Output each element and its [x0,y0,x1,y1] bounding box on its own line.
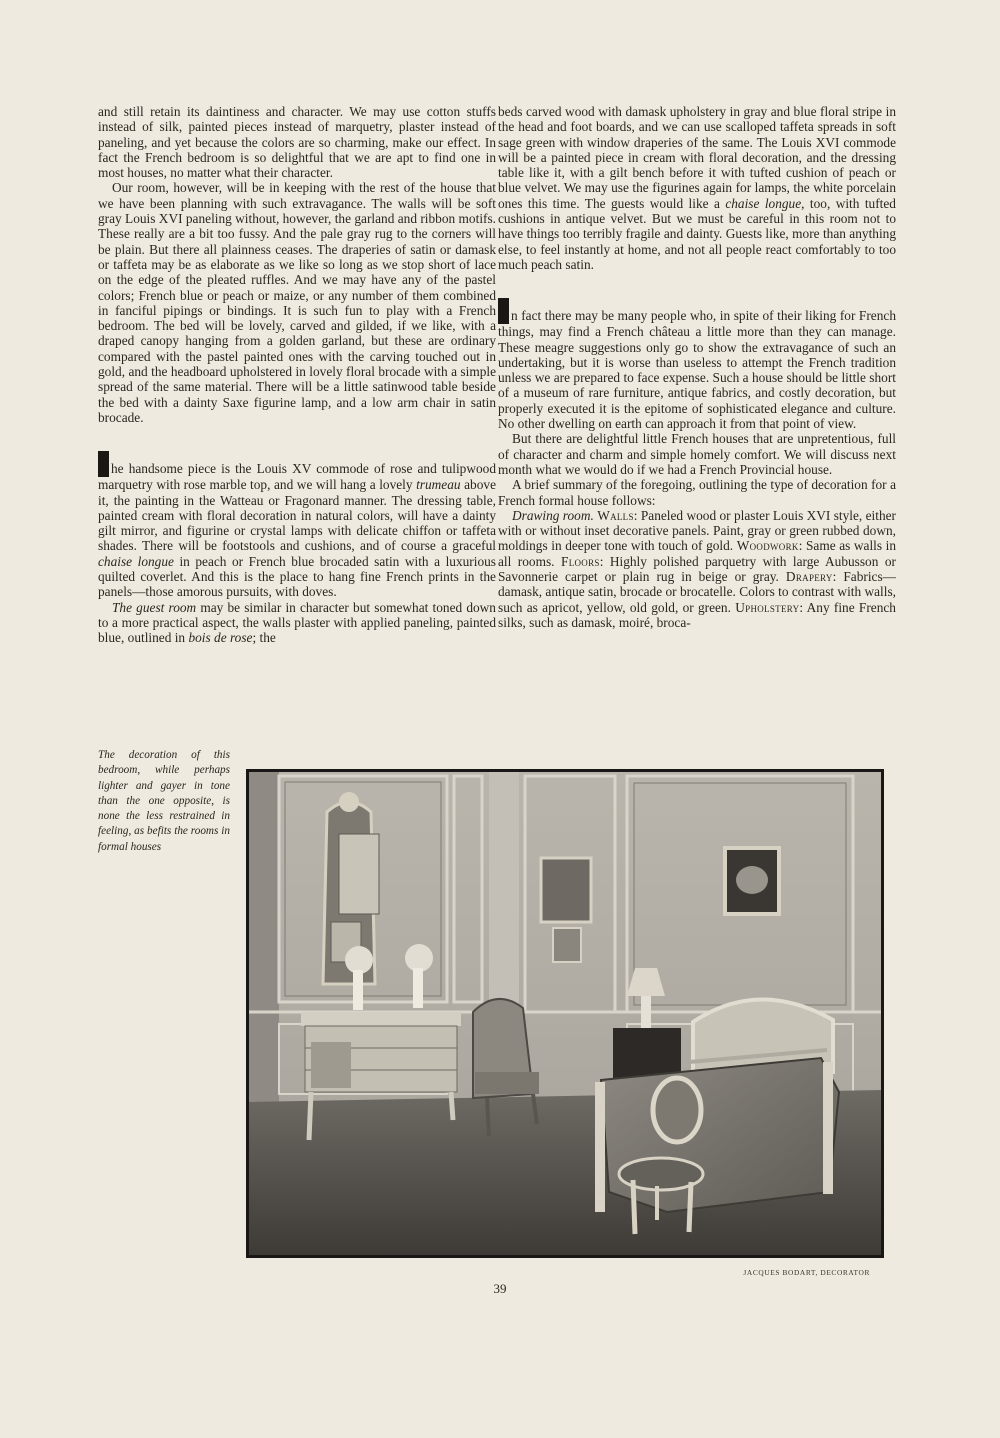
text-run: ; the [252,630,276,646]
paragraph: and still retain its daintiness and character. We may use cotton stuffs instead of silk, painted pieces instead of marquetry, plaster instead of paneling, and yet because the colors are so charming, make our effect. In fact the French bedroom is so delightful that we are apt to find one in most houses, no matter what their character. [98,104,496,181]
bedroom-photograph [246,769,884,1258]
page-number: 39 [493,1281,507,1296]
italic-term: chaise longue [98,553,174,569]
italic-term: bois de rose [188,630,253,646]
small-caps-label: Walls [597,507,634,523]
paragraph: A brief summary of the foregoing, outlining the type of decoration for a French formal house follows: [498,477,896,508]
small-caps-label: Drapery [785,569,833,585]
text-run: : Any fine French silks, such as damask, moiré, broca- [498,599,896,630]
italic-term: The guest room [112,599,197,615]
bedroom-illustration [249,772,881,1255]
small-caps-label: Floors [560,553,600,569]
right-text-column [498,104,896,630]
text-run: he handsome piece is the Louis XV commode of rose and tulipwood marquetry with rose marble top, and we will hang a lovely [98,461,496,493]
left-text-column [98,104,496,646]
text-run: beds carved wood with damask upholstery in gray and blue floral stripe in the head and foot boards, and we can use scalloped taffeta spreads in soft sage green with window draperies of the same. The Louis XVI commode will be a painted piece in cream with floral decoration, and the dressing table like it, with a gilt bench before it with tufted cushion of peach or blue velvet. We may use the figurines again for lamps, the white porcelain ones this time. The guests would like a [498,104,896,211]
text-run: may be similar in character but somewhat toned down to a more practical aspect, the walls plaster with applied paneling, painted blue, outlined in [98,599,496,646]
text-run: , too, with tufted cushions in antique velvet. But we must be careful in this room not to have things too terribly fragile and dainty. Guests like, more than anything else, to feel instantly at home, and not all people react comfortably to too much peach satin. [498,195,896,272]
paragraph: Our room, however, will be in keeping with the rest of the house that we have been planning with such extravagance. The walls will be soft gray Louis XVI paneling without, however, the garland and ribbon motifs. These really are a bit too fussy. And the pale gray rug to the corners will be plain. But there all plainness ceases. The draperies of satin or damask or taffeta may be as elaborate as we like so long as we stop short of lace on the edge of the pleated ruffles. And we may have any of the pastel colors; French blue or peach or maize, or any number of them combined in fanciful pipings or bindings. It is such fun to play with a French bedroom. The bed will be lovely, carved and gilded, if we like, with a draped canopy hanging from a golden garland, but these are ordinary compared with the pastel painted ones with the carving touched out in gold, and the headboard upholstered in lovely floral brocade with a simple spread of the same material. There will be a little satinwood table beside the bed with a dainty Saxe figurine lamp, and a low arm chair in satin brocade. [98,180,496,425]
text-run: n fact there may be many people who, in spite of their liking for French things, may find a French château a little more than they can manage. These meagre suggestions only go to show the extravagance of such an undertaking, but it is worse than useless to attempt the French tradition unless we are prepared to face expense. Such a house should be little short of a museum of rare furniture, antique fabrics, and costly decoration, but properly executed it is the epitome of sophisticated elegance and culture. No other dwelling on earth can approach it from that point of view. [498,308,896,432]
summary-paragraph [498,508,896,630]
italic-term: trumeau [416,477,461,493]
photo-caption: The decoration of this bedroom, while perhaps lighter and gayer in tone than the one opposite, is none the less restrained in feeling, as befits the rooms in formal houses [98,749,230,853]
paragraph-drop-cap [498,298,896,431]
text-run: : Highly polished parquetry with large Aubusson or Savonnerie carpet or plain rug in beige or gray. [498,553,896,585]
text-run: : Same as walls in all rooms. [498,538,897,569]
small-caps-label: Woodwork [736,538,799,554]
paragraph-drop-cap [98,451,496,599]
text-run: above it, the painting in the Watteau or Fragonard manner. The dressing table, painted cream with floral decoration in natural colors, will have a dainty gilt mirror, and figurine or crystal lamps with delicate chiffon or taffeta shades. There will be footstools and cushions, and of course a graceful [98,477,496,554]
drop-cap-initial [498,298,509,324]
text-run: : Fabrics—damask, antique satin, brocade or brocatelle. Colors to contrast with walls, such as apricot, yellow, old gold, or green. [498,569,897,615]
drop-cap-initial [98,451,109,477]
paragraph [98,600,496,646]
italic-term: Drawing room. [512,507,594,523]
paragraph [498,104,896,272]
small-caps-label: Upholstery [735,599,800,615]
decorator-credit: JACQUES BODART, DECORATOR [743,1268,870,1277]
text-run: : Paneled wood or plaster Louis XVI style, either with or without inset decorative panels. Paint, gray or green rubbed down, moldings in deeper tone with touch of gold. [498,507,896,554]
text-run: in peach or French blue brocaded satin with a luxurious quilted coverlet. And this is the place to hang fine French prints in the panels—those amorous pursuits, with doves. [98,553,496,600]
italic-term: chaise longue [725,195,802,211]
paragraph: But there are delightful little French houses that are unpretentious, full of character and charm and simple homely comfort. We will discuss next month what we would do if we had a French Provincial house. [498,431,896,477]
